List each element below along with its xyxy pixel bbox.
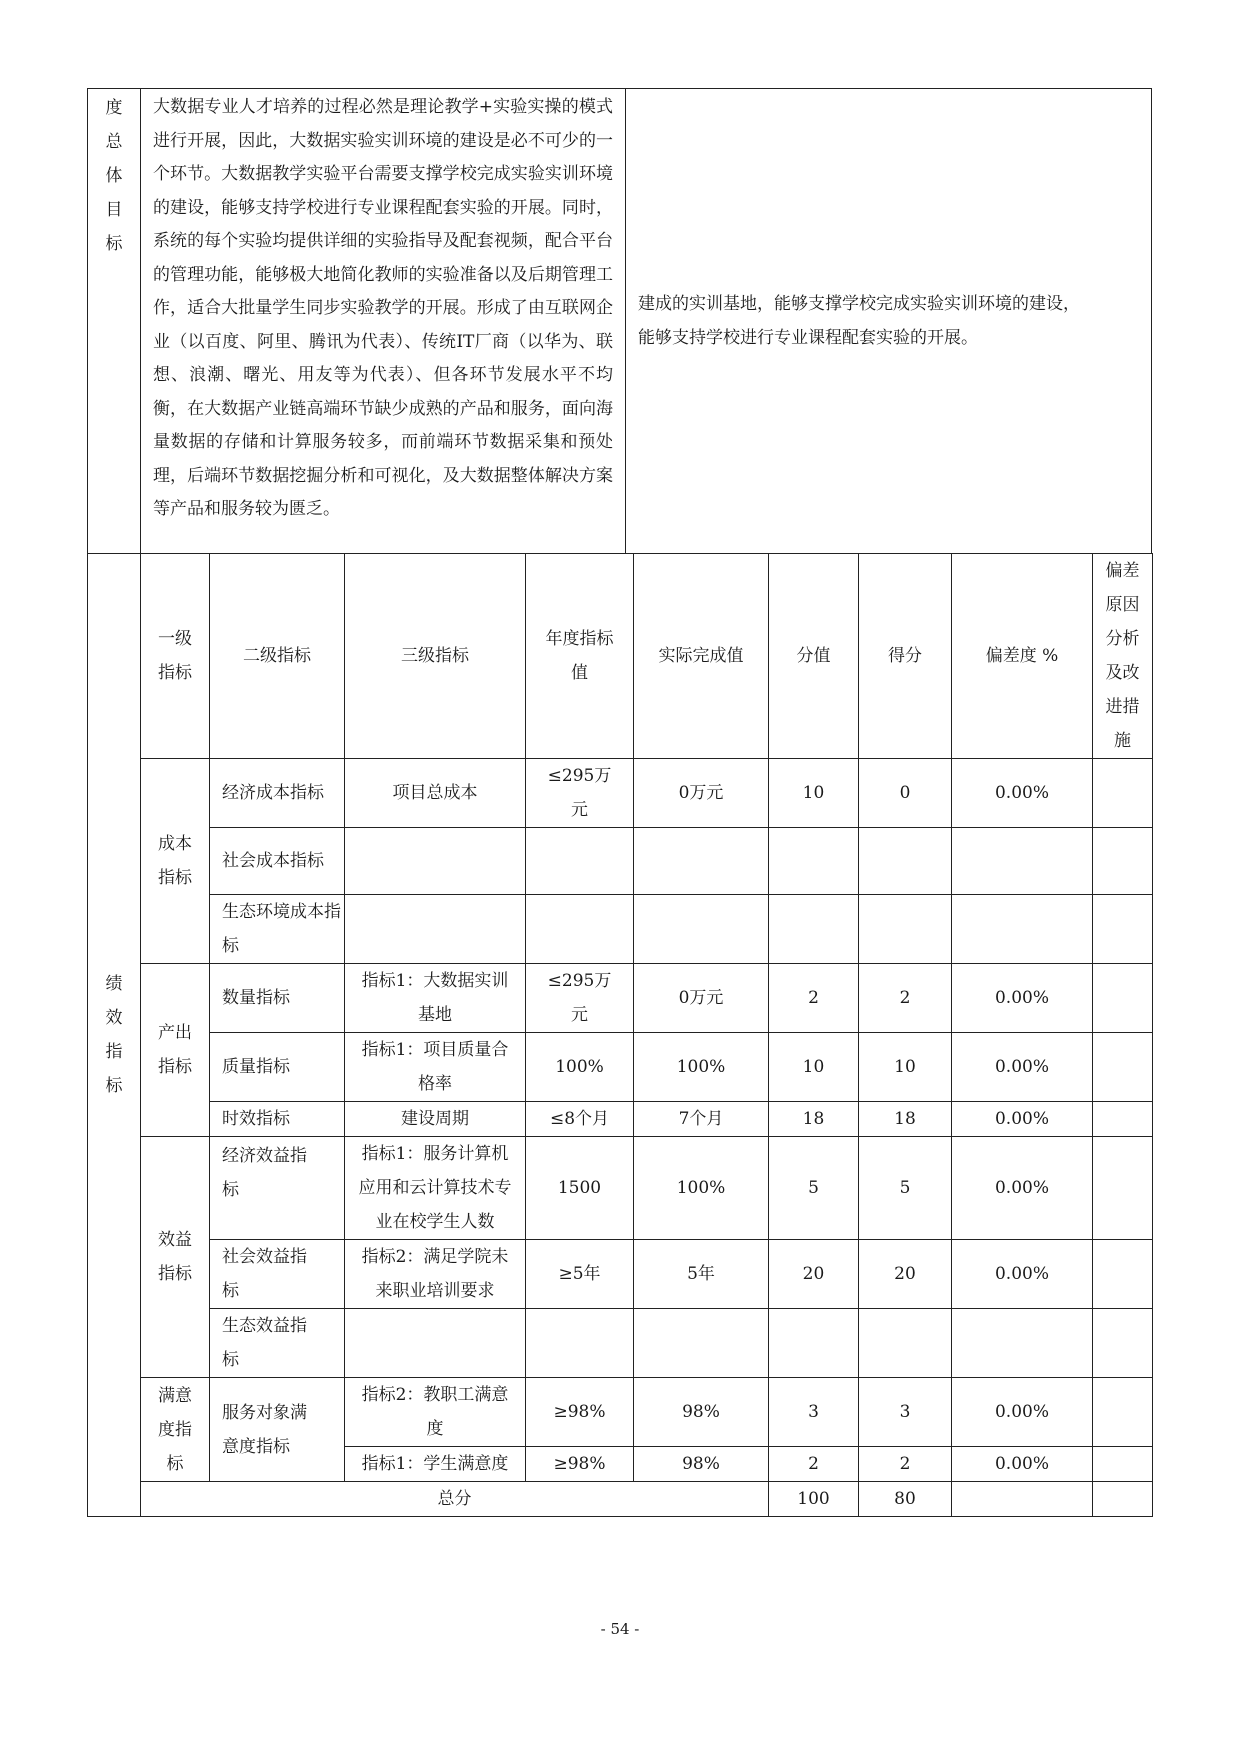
total-score-got: 80 <box>859 1482 952 1517</box>
group-benefit: 效益指标 <box>141 1137 210 1378</box>
group-satisfaction: 满意度指标 <box>141 1378 210 1482</box>
table-row: 生态环境成本指标 <box>88 895 1153 964</box>
group-output: 产出指标 <box>141 964 210 1137</box>
objective-label <box>88 89 141 554</box>
table-row: 质量指标 指标1：项目质量合格率 100% 100% 10 10 0.00% <box>88 1033 1153 1102</box>
header-reason: 偏差原因分析及改进措施 <box>1093 554 1153 759</box>
objective-table <box>87 88 1152 554</box>
label-char: 目 <box>105 200 123 220</box>
table-row: 效益指标 经济效益指标 指标1：服务计算机应用和云计算技术专业在校学生人数 1500 100% 5 5 0.00% <box>88 1137 1153 1240</box>
label-char: 体 <box>105 166 123 186</box>
table-row: 产出指标 数量指标 指标1：大数据实训基地 ≤295万元 0万元 2 2 0.00% <box>88 964 1153 1033</box>
header-annual-target: 年度指标值 <box>526 554 634 759</box>
label-char: 度 <box>105 98 123 118</box>
header-actual-value: 实际完成值 <box>634 554 769 759</box>
header-deviation: 偏差度 % <box>952 554 1093 759</box>
label-char: 标 <box>105 234 123 254</box>
total-row <box>88 1482 1153 1517</box>
objective-target-line-1: 建成的实训基地，能够支撑学校完成实验实训环境的建设， <box>638 294 1080 314</box>
table-row: 生态效益指标 <box>88 1309 1153 1378</box>
performance-table <box>87 553 1153 1517</box>
header-score-got: 得分 <box>859 554 952 759</box>
header-score-value: 分值 <box>769 554 859 759</box>
total-label: 总分 <box>141 1482 769 1517</box>
table-row: 时效指标 建设周期 ≤8个月 7个月 18 18 0.00% <box>88 1102 1153 1137</box>
header-level3: 三级指标 <box>345 554 526 759</box>
total-score-value: 100 <box>769 1482 859 1517</box>
header-level2: 二级指标 <box>210 554 345 759</box>
table-row: 指标1：学生满意度 ≥98% 98% 2 2 0.00% <box>88 1447 1153 1482</box>
objective-target-line-2: 能够支持学校进行专业课程配套实验的开展。 <box>638 328 978 348</box>
group-cost: 成本指标 <box>141 759 210 964</box>
table-row: 成本指标 经济成本指标 项目总成本 ≤295万元 0万元 10 0 0.00% <box>88 759 1153 828</box>
table-row: 社会效益指标 指标2：满足学院未来职业培训要求 ≥5年 5年 20 20 0.00% <box>88 1240 1153 1309</box>
page-number: - 54 - <box>600 1620 640 1638</box>
header-level1: 一级指标 <box>141 554 210 759</box>
objective-description: 大数据专业人才培养的过程必然是理论教学+实验实操的模式进行开展，因此，大数据实验实训环境的建设是必不可少的一个环节。大数据教学实验平台需要支撑学校完成实验实训环境的建设，能够支持学校进行专业课程配套实验的开展。同时，系统的每个实验均提供详细的实验指导及配套视频，配合平台的管理功能，能够极大地简化教师的实验准备以及后期管理工作，适合大批量学生同步实验教学的开展。形成了由互联网企业（以百度、阿里、腾讯为代表）、传统IT厂商（以华为、联想、浪潮、曙光、用友等为代表）、但各环节发展水平不均衡，在大数据产业链高端环节缺少成熟的产品和服务，面向海量数据的存储和计算服务较多，而前端环节数据采集和预处理，后端环节数据挖掘分析和可视化，及大数据整体解决方案等产品和服务较为匮乏。 <box>141 89 626 554</box>
label-char: 总 <box>105 132 123 152</box>
document-page <box>87 88 1152 1517</box>
table-row: 社会成本指标 <box>88 828 1153 895</box>
objective-target-cell <box>626 89 1152 554</box>
table-row: 满意度指标 服务对象满意度指标 指标2：教职工满意度 ≥98% 98% 3 3 0.00% <box>88 1378 1153 1447</box>
performance-label: 绩效指标 <box>88 554 141 1517</box>
